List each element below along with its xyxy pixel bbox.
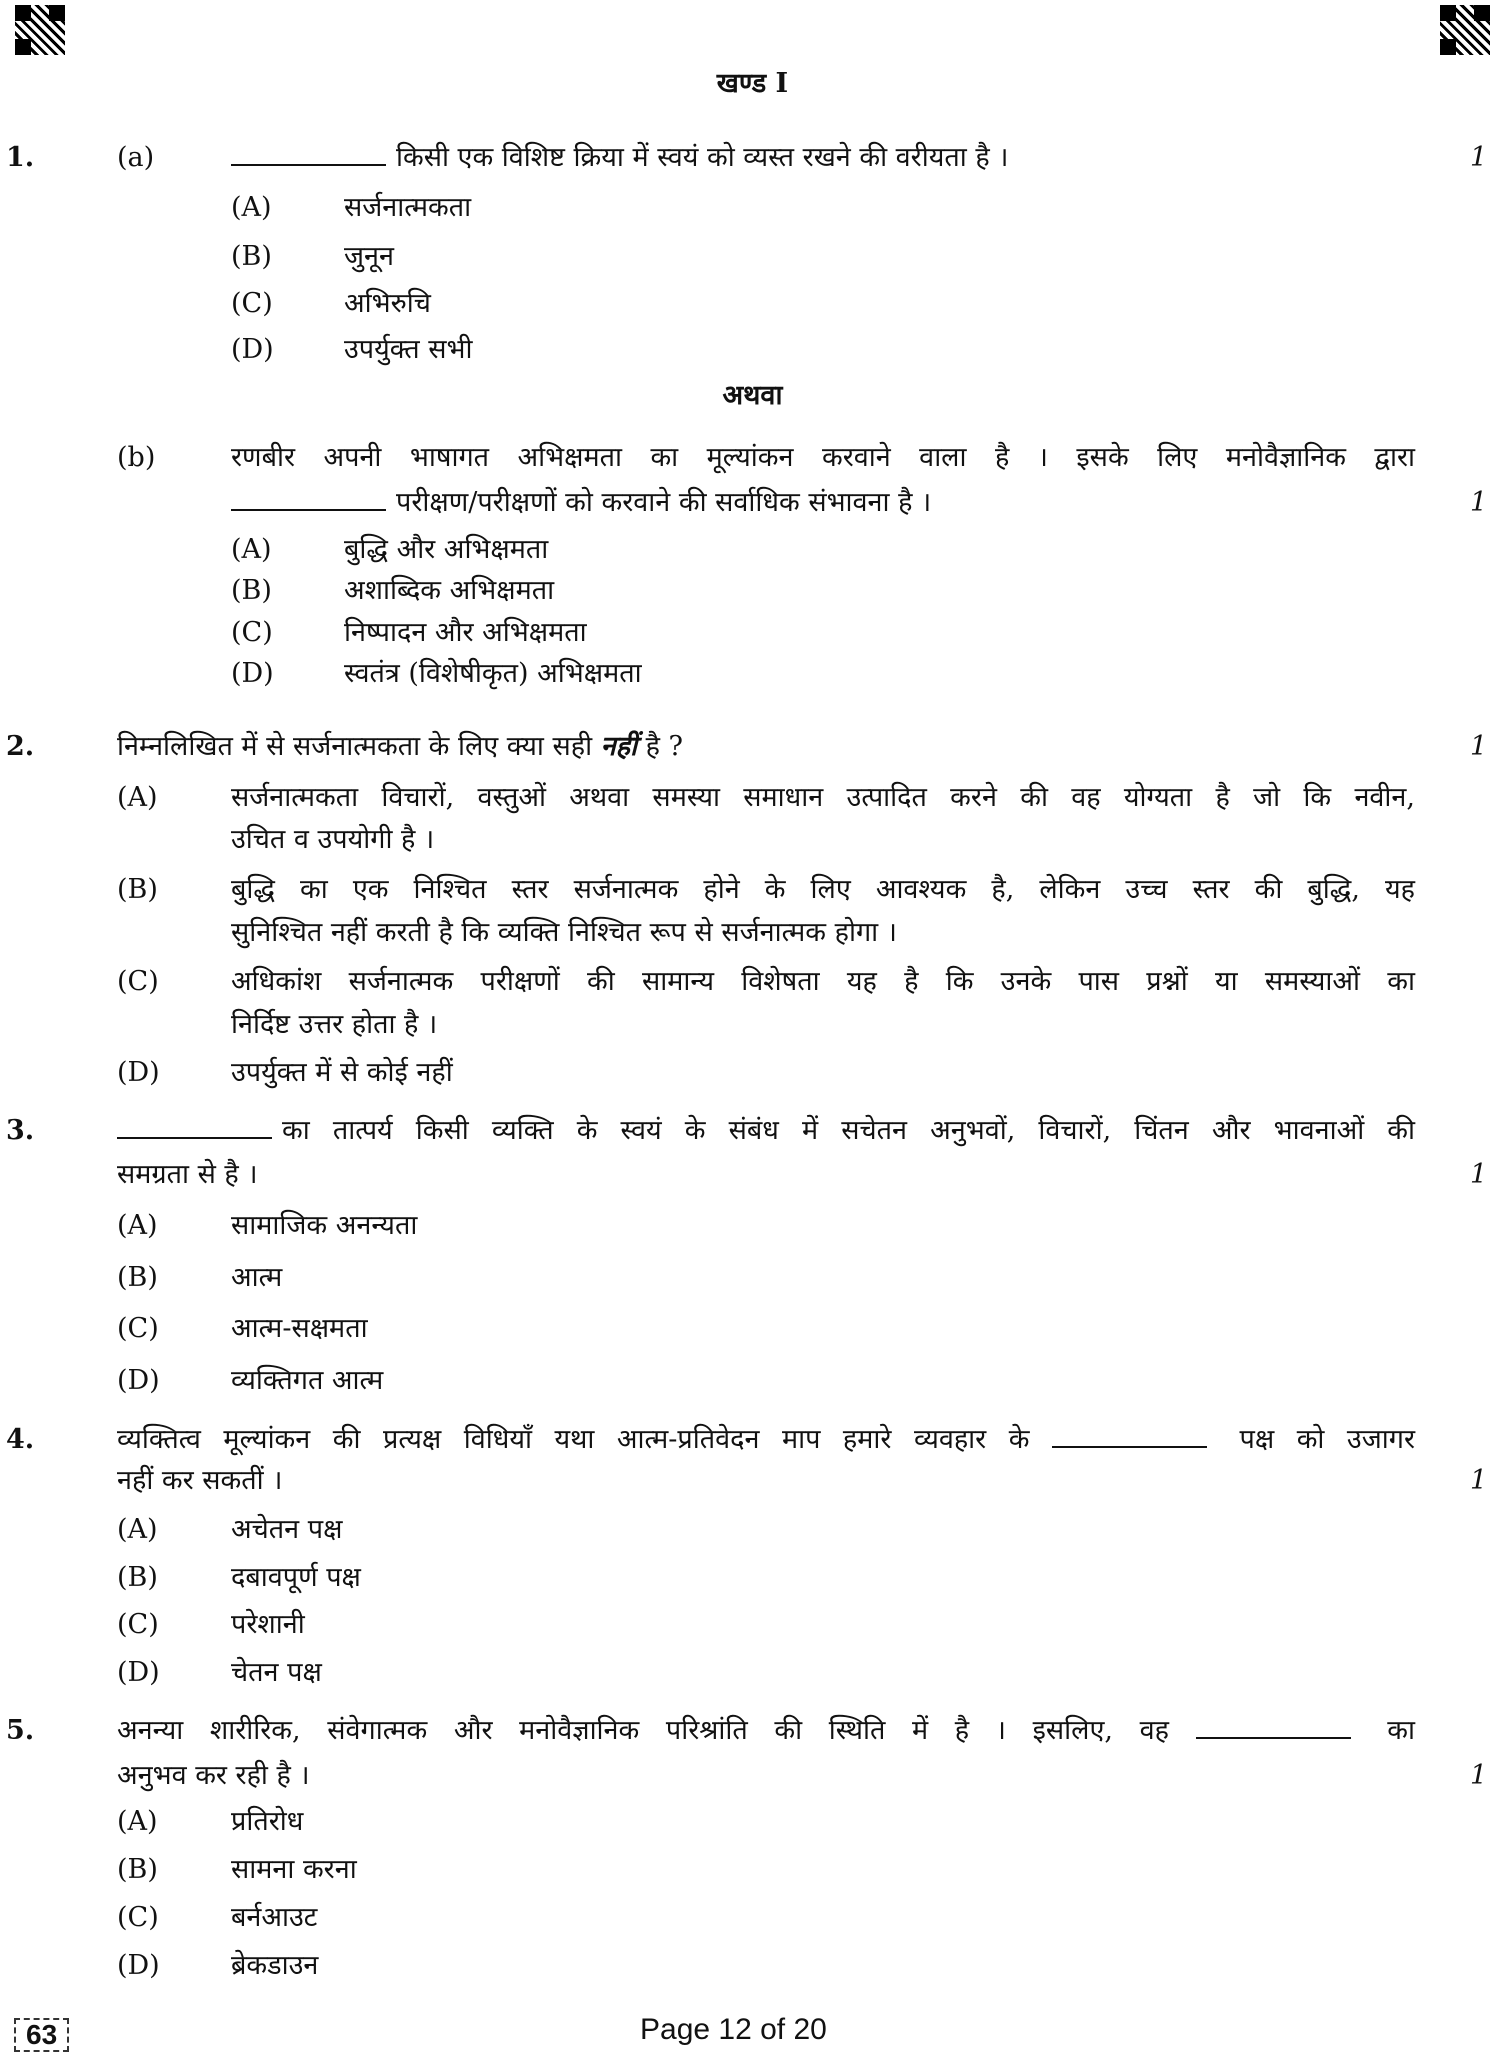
option-label: (C) bbox=[117, 966, 159, 997]
option-label: (A) bbox=[231, 192, 272, 223]
marks: 1 bbox=[1470, 1159, 1488, 1190]
question-text bbox=[117, 729, 683, 765]
marks: 1 bbox=[1470, 142, 1488, 173]
answer-blank bbox=[231, 487, 386, 511]
question-text-line bbox=[231, 485, 931, 521]
option-text: जुनून bbox=[344, 241, 395, 272]
question-text-content: अनन्या शारीरिक, संवेगात्मक और मनोवैज्ञानिक परिश्रांति की स्थिति में है । इसलिए, वह bbox=[117, 1715, 1169, 1746]
option-label: (A) bbox=[117, 1210, 158, 1241]
question-number: 5. bbox=[6, 1715, 35, 1746]
option-text-line: उपर्युक्त में से कोई नहीं bbox=[231, 1057, 453, 1088]
marks: 1 bbox=[1470, 1465, 1488, 1496]
option-text: उपर्युक्त सभी bbox=[344, 334, 473, 365]
option-text-line: निर्दिष्ट उत्तर होता है । bbox=[231, 1009, 438, 1040]
option-text: ब्रेकडाउन bbox=[231, 1950, 319, 1981]
option-text: सामना करना bbox=[231, 1854, 357, 1885]
question-text-content: है ? bbox=[645, 731, 683, 762]
question-text bbox=[231, 140, 1008, 176]
answer-blank bbox=[231, 142, 386, 166]
option-label: (B) bbox=[231, 241, 272, 272]
question-text-content: निम्नलिखित में से सर्जनात्मकता के लिए क्या सही bbox=[117, 731, 593, 762]
question-text-content: व्यक्तित्व मूल्यांकन की प्रत्यक्ष विधियाँ यथा आत्म-प्रतिवेदन माप हमारे व्यवहार के bbox=[117, 1424, 1030, 1455]
marks: 1 bbox=[1470, 487, 1488, 518]
option-text: आत्म-सक्षमता bbox=[231, 1313, 368, 1344]
option-label: (C) bbox=[117, 1609, 159, 1640]
subquestion-label: (b) bbox=[117, 442, 156, 473]
question-number: 2. bbox=[6, 731, 35, 762]
option-label: (A) bbox=[117, 1806, 158, 1837]
option-label: (B) bbox=[117, 1854, 158, 1885]
subquestion-label: (a) bbox=[117, 142, 155, 173]
option-label: (A) bbox=[117, 1514, 158, 1545]
option-text-line: उचित व उपयोगी है । bbox=[231, 824, 435, 855]
option-text-line: सर्जनात्मकता विचारों, वस्तुओं अथवा समस्या समाधान उत्पादित करने की वह योग्यता है जो कि नवीन, bbox=[231, 782, 1415, 813]
qr-code-right bbox=[1440, 5, 1490, 55]
option-text: सर्जनात्मकता bbox=[344, 192, 472, 223]
option-label: (D) bbox=[117, 1057, 160, 1088]
question-text-line bbox=[117, 1713, 1415, 1749]
question-text-content: पक्ष को उजागर bbox=[1239, 1424, 1415, 1455]
option-text: चेतन पक्ष bbox=[231, 1657, 322, 1688]
question-text-line bbox=[117, 1422, 1415, 1458]
answer-blank bbox=[117, 1115, 272, 1139]
option-text: सामाजिक अनन्यता bbox=[231, 1210, 418, 1241]
option-text: आत्म bbox=[231, 1262, 283, 1293]
qr-code-left bbox=[15, 5, 65, 55]
option-text: प्रतिरोध bbox=[231, 1806, 304, 1837]
question-text-line: नहीं कर सकतीं । bbox=[117, 1465, 283, 1496]
marks: 1 bbox=[1470, 1760, 1488, 1791]
option-text: निष्पादन और अभिक्षमता bbox=[344, 617, 587, 648]
answer-blank bbox=[1196, 1715, 1351, 1739]
option-label: (C) bbox=[117, 1902, 159, 1933]
question-text-line bbox=[117, 1113, 1415, 1149]
option-label: (D) bbox=[117, 1950, 160, 1981]
question-text-line: रणबीर अपनी भाषागत अभिक्षमता का मूल्यांकन करवाने वाला है । इसके लिए मनोवैज्ञानिक द्वारा bbox=[231, 442, 1415, 473]
option-label: (D) bbox=[231, 658, 274, 689]
option-label: (D) bbox=[117, 1657, 160, 1688]
question-number: 3. bbox=[6, 1115, 35, 1146]
option-text: अभिरुचि bbox=[344, 288, 431, 319]
option-label: (C) bbox=[117, 1313, 159, 1344]
option-label: (D) bbox=[231, 334, 274, 365]
option-label: (B) bbox=[117, 1262, 158, 1293]
question-number: 1. bbox=[6, 142, 35, 173]
option-label: (A) bbox=[117, 782, 158, 813]
question-text-content: का तात्पर्य किसी व्यक्ति के स्वयं के संबंध में सचेतन अनुभवों, विचारों, चिंतन और भावनाओं की bbox=[282, 1115, 1415, 1146]
option-label: (A) bbox=[231, 534, 272, 565]
question-text-line: समग्रता से है । bbox=[117, 1159, 258, 1190]
option-text: बर्नआउट bbox=[231, 1902, 318, 1933]
option-text-line: सुनिश्चित नहीं करती है कि व्यक्ति निश्चित रूप से सर्जनात्मक होगा । bbox=[231, 917, 897, 948]
option-text-line: बुद्धि का एक निश्चित स्तर सर्जनात्मक होने के लिए आवश्यक है, लेकिन उच्च स्तर की बुद्धि, यह bbox=[231, 874, 1415, 905]
option-label: (B) bbox=[117, 1562, 158, 1593]
question-text-content: परीक्षण/परीक्षणों को करवाने की सर्वाधिक संभावना है । bbox=[396, 487, 932, 518]
option-label: (B) bbox=[231, 575, 272, 606]
option-text: स्वतंत्र (विशेषीकृत) अभिक्षमता bbox=[344, 658, 642, 689]
marks: 1 bbox=[1470, 731, 1488, 762]
paper-code: 63 bbox=[14, 2018, 69, 2052]
option-text: दबावपूर्ण पक्ष bbox=[231, 1562, 361, 1593]
option-label: (D) bbox=[117, 1365, 160, 1396]
option-text-line: अधिकांश सर्जनात्मक परीक्षणों की सामान्य विशेषता यह है कि उनके पास प्रश्नों या समस्याओं का bbox=[231, 966, 1415, 997]
option-text: बुद्धि और अभिक्षमता bbox=[344, 534, 549, 565]
option-label: (B) bbox=[117, 874, 158, 905]
option-text: परेशानी bbox=[231, 1609, 305, 1640]
question-text-content: का bbox=[1387, 1715, 1415, 1746]
page-number: Page 12 of 20 bbox=[640, 2013, 827, 2046]
question-text-content: किसी एक विशिष्ट क्रिया में स्वयं को व्यस्त रखने की वरीयता है । bbox=[396, 142, 1009, 173]
option-label: (C) bbox=[231, 288, 273, 319]
option-text: व्यक्तिगत आत्म bbox=[231, 1365, 384, 1396]
option-text: अचेतन पक्ष bbox=[231, 1514, 343, 1545]
option-label: (C) bbox=[231, 617, 273, 648]
option-text: अशाब्दिक अभिक्षमता bbox=[344, 575, 555, 606]
question-number: 4. bbox=[6, 1424, 35, 1455]
emphasis-text: नहीं bbox=[600, 731, 637, 762]
section-title: खण्ड I bbox=[716, 68, 789, 99]
or-separator: अथवा bbox=[722, 380, 783, 411]
question-text-line: अनुभव कर रही है । bbox=[117, 1760, 310, 1791]
answer-blank bbox=[1052, 1424, 1207, 1448]
